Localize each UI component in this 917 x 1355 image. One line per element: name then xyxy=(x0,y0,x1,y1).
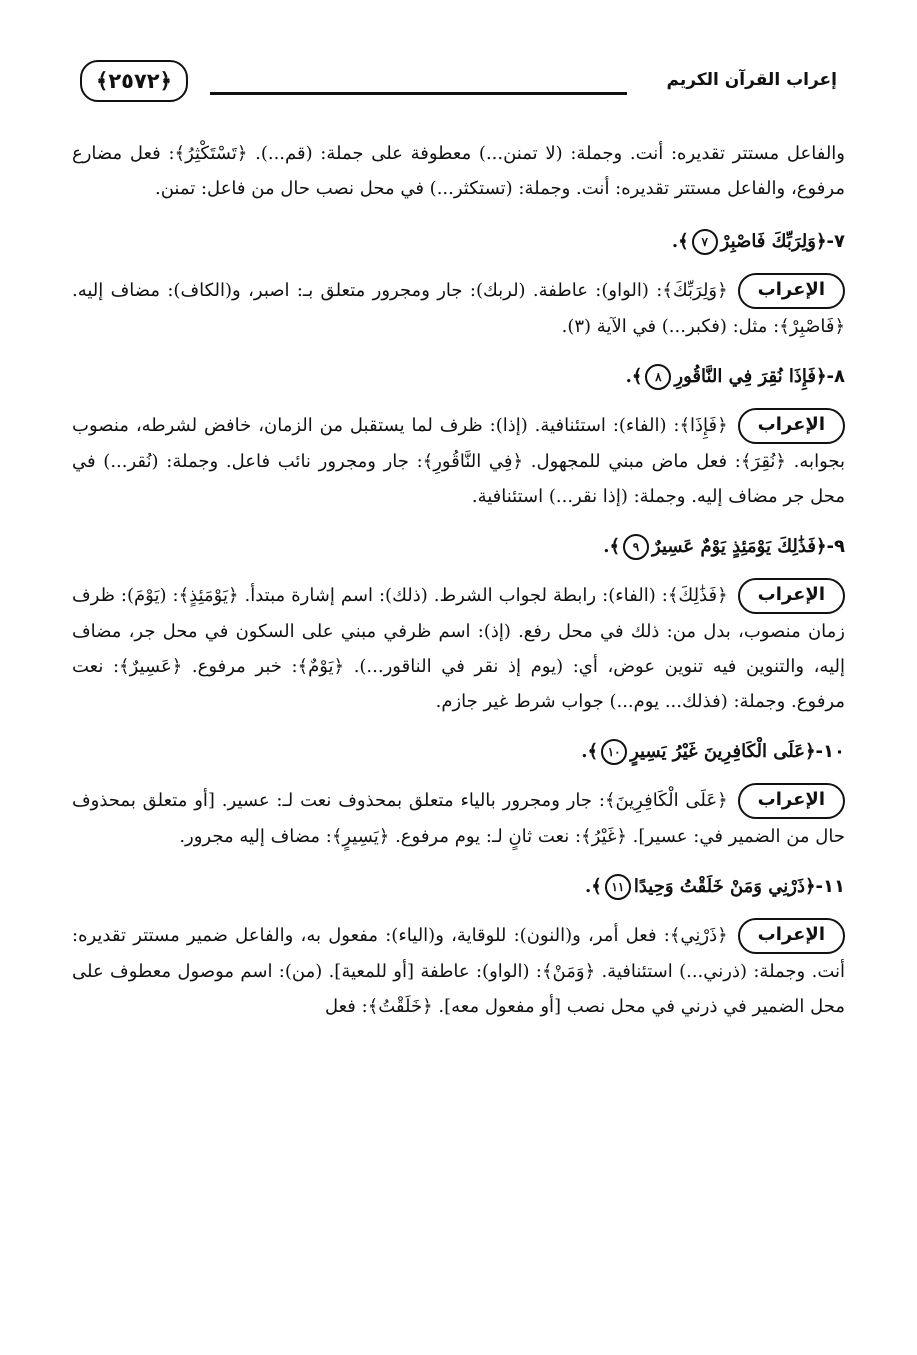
irab-label: الإعراب xyxy=(738,918,845,954)
verse-number: ٨- xyxy=(826,366,845,387)
page-body xyxy=(72,136,845,1038)
intro-paragraph: والفاعل مستتر تقديره: أنت. وجملة: (لا تمنن...) معطوفة على جملة: (قم...). ﴿تَسْتَكْثِرُ﴾: فعل مضارع مرفوع، والفاعل مستتر تقديره: أنت. وجملة: (تستكثر...) في محل نصب حال من فاعل: تمنن. xyxy=(72,143,845,199)
irab-label: الإعراب xyxy=(738,783,845,819)
verse-line xyxy=(72,870,845,904)
page-number: ﴿٢٥٧٢﴾ xyxy=(80,60,188,102)
ayah-end-marker: ١١ xyxy=(605,874,631,900)
verse-number: ٧- xyxy=(826,231,845,252)
irab-paragraph xyxy=(72,783,845,854)
ayah-end-marker: ٩ xyxy=(623,534,649,560)
verse-close: ﴾. xyxy=(581,741,599,762)
verse-line xyxy=(72,735,845,769)
irab-paragraph xyxy=(72,273,845,344)
irab-paragraph xyxy=(72,578,845,719)
book-title: إعراب القرآن الكريم xyxy=(666,70,837,90)
ayah-end-marker: ٧ xyxy=(692,229,718,255)
verse-close: ﴾. xyxy=(671,231,689,252)
verse-close: ﴾. xyxy=(603,536,621,557)
ayah-end-marker: ٨ xyxy=(645,364,671,390)
page-header xyxy=(80,58,837,106)
verse-text: ﴿فَإِذَا نُقِرَ فِي النَّاقُورِ xyxy=(674,366,827,387)
verse-line xyxy=(72,360,845,394)
irab-text: ﴿ذَرْنِي﴾: فعل أمر، و(النون): للوقاية، و(الياء): مفعول به، والفاعل ضمير مستتر تقديره: أنت. وجملة: (ذرني...) استئنافية. ﴿وَمَنْ﴾: (الواو): عاطفة [أو للمعية]. (من): اسم موصول معطوف على محل الضمير في ذرني في محل نصب [أو مفعول معه]. ﴿خَلَقْتُ﴾: فعل xyxy=(72,925,845,1017)
irab-text: ﴿فَذَٰلِكَ﴾: (الفاء): رابطة لجواب الشرط. (ذلك): اسم إشارة مبتدأ. ﴿يَوْمَئِذٍ﴾: (يَوْمَ): ظرف زمان منصوب، بدل من: ذلك في محل رفع. (إذ): اسم ظرفي مبني على السكون في محل جر، مضاف إليه، والتنوين فيه تنوين عوض، أي: (يوم إذ نقر في الناقور...). ﴿يَوْمٌ﴾: خبر مرفوع. ﴿عَسِيرٌ﴾: نعت مرفوع. وجملة: (فذلك... يوم...) جواب شرط غير جازم. xyxy=(72,585,846,712)
verse-text: ﴿عَلَى الْكَافِرِينَ غَيْرُ يَسِيرٍ xyxy=(630,741,816,762)
verse-number: ١١- xyxy=(815,876,845,897)
irab-label: الإعراب xyxy=(738,578,845,614)
irab-text: ﴿وَلِرَبِّكَ﴾: (الواو): عاطفة. (لربك): جار ومجرور متعلق بـ: اصبر، و(الكاف): مضاف إليه. ﴿فَاصْبِرْ﴾: مثل: (فكبر...) في الآية (٣). xyxy=(72,280,845,337)
irab-text: ﴿فَإِذَا﴾: (الفاء): استئنافية. (إذا): ظرف لما يستقبل من الزمان، خافض لشرطه، منصوب بجوابه. ﴿نُقِرَ﴾: فعل ماض مبني للمجهول. ﴿فِي النَّاقُورِ﴾: جار ومجرور نائب فاعل. وجملة: (نُقر...) في محل جر مضاف إليه. وجملة: (إذا نقر...) استئنافية. xyxy=(72,415,845,507)
verse-close: ﴾. xyxy=(625,366,643,387)
verse-line xyxy=(72,530,845,564)
verse-number: ٩- xyxy=(826,536,845,557)
verse-text: ﴿وَلِرَبِّكَ فَاصْبِرْ xyxy=(720,231,827,252)
irab-text: ﴿عَلَى الْكَافِرِينَ﴾: جار ومجرور بالياء متعلق بمحذوف نعت لـ: عسير. [أو متعلق بمحذوف حال من الضمير في: عسير]. ﴿غَيْرُ﴾: نعت ثانٍ لـ: يوم مرفوع. ﴿يَسِيرٍ﴾: مضاف إليه مجرور. xyxy=(72,790,845,847)
irab-paragraph xyxy=(72,408,845,514)
verse-text: ﴿فَذَٰلِكَ يَوْمَئِذٍ يَوْمٌ عَسِيرٌ xyxy=(652,536,827,557)
ayah-end-marker: ١٠ xyxy=(601,739,627,765)
header-divider xyxy=(210,92,627,95)
irab-label: الإعراب xyxy=(738,408,845,444)
verse-number: ١٠- xyxy=(815,741,845,762)
irab-paragraph xyxy=(72,918,845,1024)
verse-line xyxy=(72,225,845,259)
verse-close: ﴾. xyxy=(585,876,602,897)
irab-label: الإعراب xyxy=(738,273,845,309)
verse-text: ﴿ذَرْنِي وَمَنْ خَلَقْتُ وَحِيدًا xyxy=(633,876,816,897)
